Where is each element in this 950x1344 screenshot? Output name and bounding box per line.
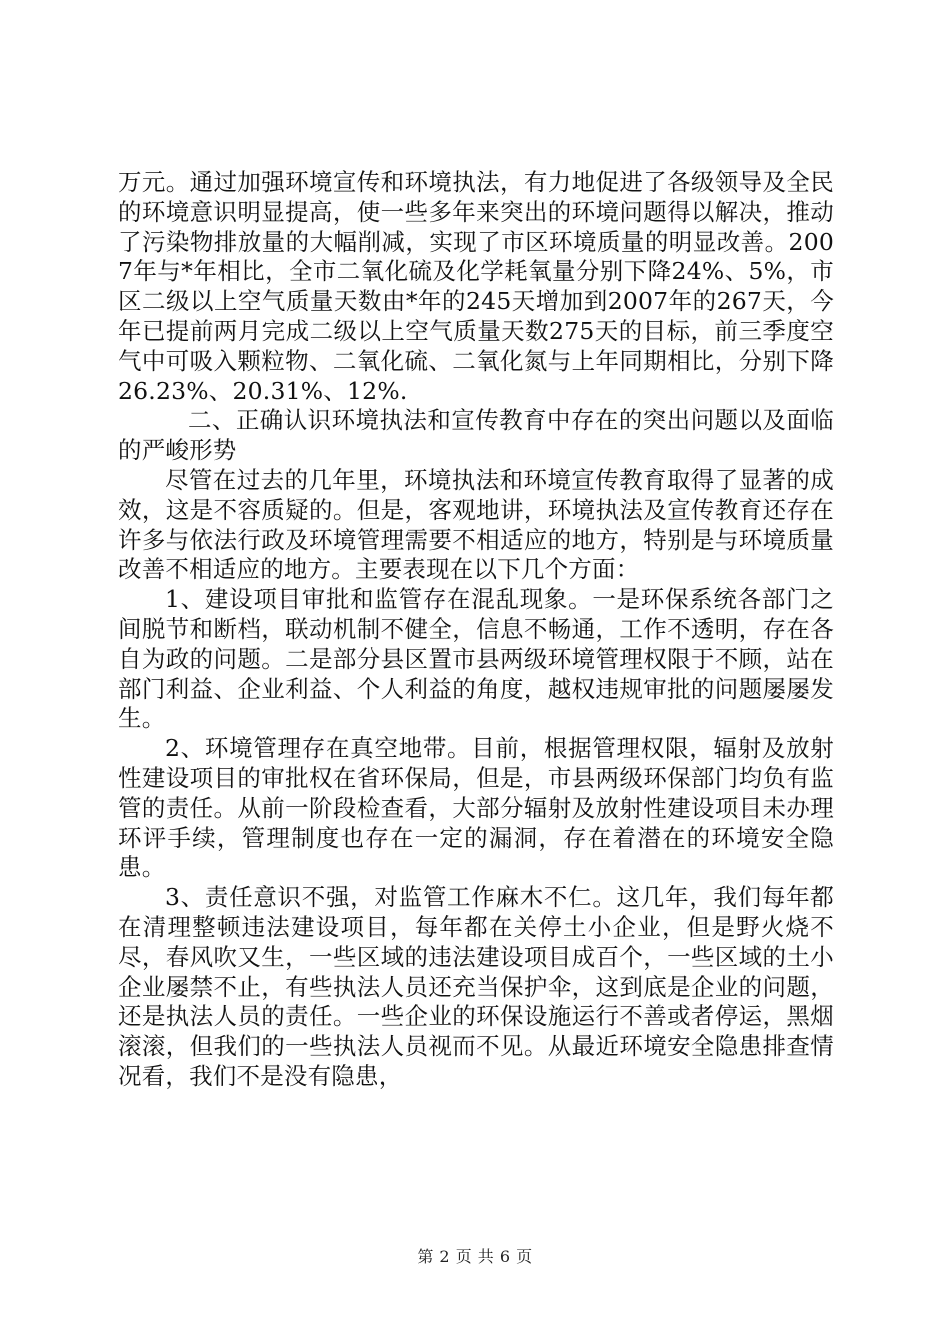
paragraph-continuation: 万元。通过加强环境宣传和环境执法，有力地促进了各级领导及全民的环境意识明显提高，使一些多年来突出的环境问题得以解决，推动了污染物排放量的大幅削减，实现了市区环境质量的明显改善。2007年与*年相比，全市二氧化硫及化学耗氧量分别下降24%、5%，市区二级以上空气质量天数由*年的245天增加到2007年的267天，今年已提前两月完成二级以上空气质量天数275天的目标，前三季度空气中可吸入颗粒物、二氧化硫、二氧化氮与上年同期相比，分别下降26.23%、20.31%、12%.	[118, 168, 834, 405]
paragraph-item-3: 3、责任意识不强，对监管工作麻木不仁。这几年，我们每年都在清理整顿违法建设项目，每年都在关停土小企业，但是野火烧不尽，春风吹又生，一些区域的违法建设项目成百个，一些区域的土小企业屡禁不止，有些执法人员还充当保护伞，这到底是企业的问题，还是执法人员的责任。一些企业的环保设施运行不善或者停运，黑烟滚滚，但我们的一些执法人员视而不见。从最近环境安全隐患排查情况看，我们不是没有隐患，	[118, 883, 834, 1090]
document-body	[118, 168, 834, 1092]
page-footer: 第 2 页 共 6 页	[417, 1247, 533, 1266]
paragraph-intro: 尽管在过去的几年里，环境执法和环境宣传教育取得了显著的成效，这是不容质疑的。但是，客观地讲，环境执法及宣传教育还存在许多与依法行政及环境管理需要不相适应的地方，特别是与环境质量改善不相适应的地方。主要表现在以下几个方面：	[118, 465, 834, 584]
section-heading: 二、正确认识环境执法和宣传教育中存在的突出问题以及面临的严峻形势	[118, 406, 834, 465]
paragraph-item-2: 2、环境管理存在真空地带。目前，根据管理权限，辐射及放射性建设项目的审批权在省环保局，但是，市县两级环保部门均负有监管的责任。从前一阶段检查看，大部分辐射及放射性建设项目未办理环评手续，管理制度也存在一定的漏洞，存在着潜在的环境安全隐患。	[118, 734, 834, 882]
paragraph-item-1: 1、建设项目审批和监管存在混乱现象。一是环保系统各部门之间脱节和断档，联动机制不健全，信息不畅通，工作不透明，存在各自为政的问题。二是部分县区置市县两级环境管理权限于不顾，站在部门利益、企业利益、个人利益的角度，越权违规审批的问题屡屡发生。	[118, 585, 834, 733]
